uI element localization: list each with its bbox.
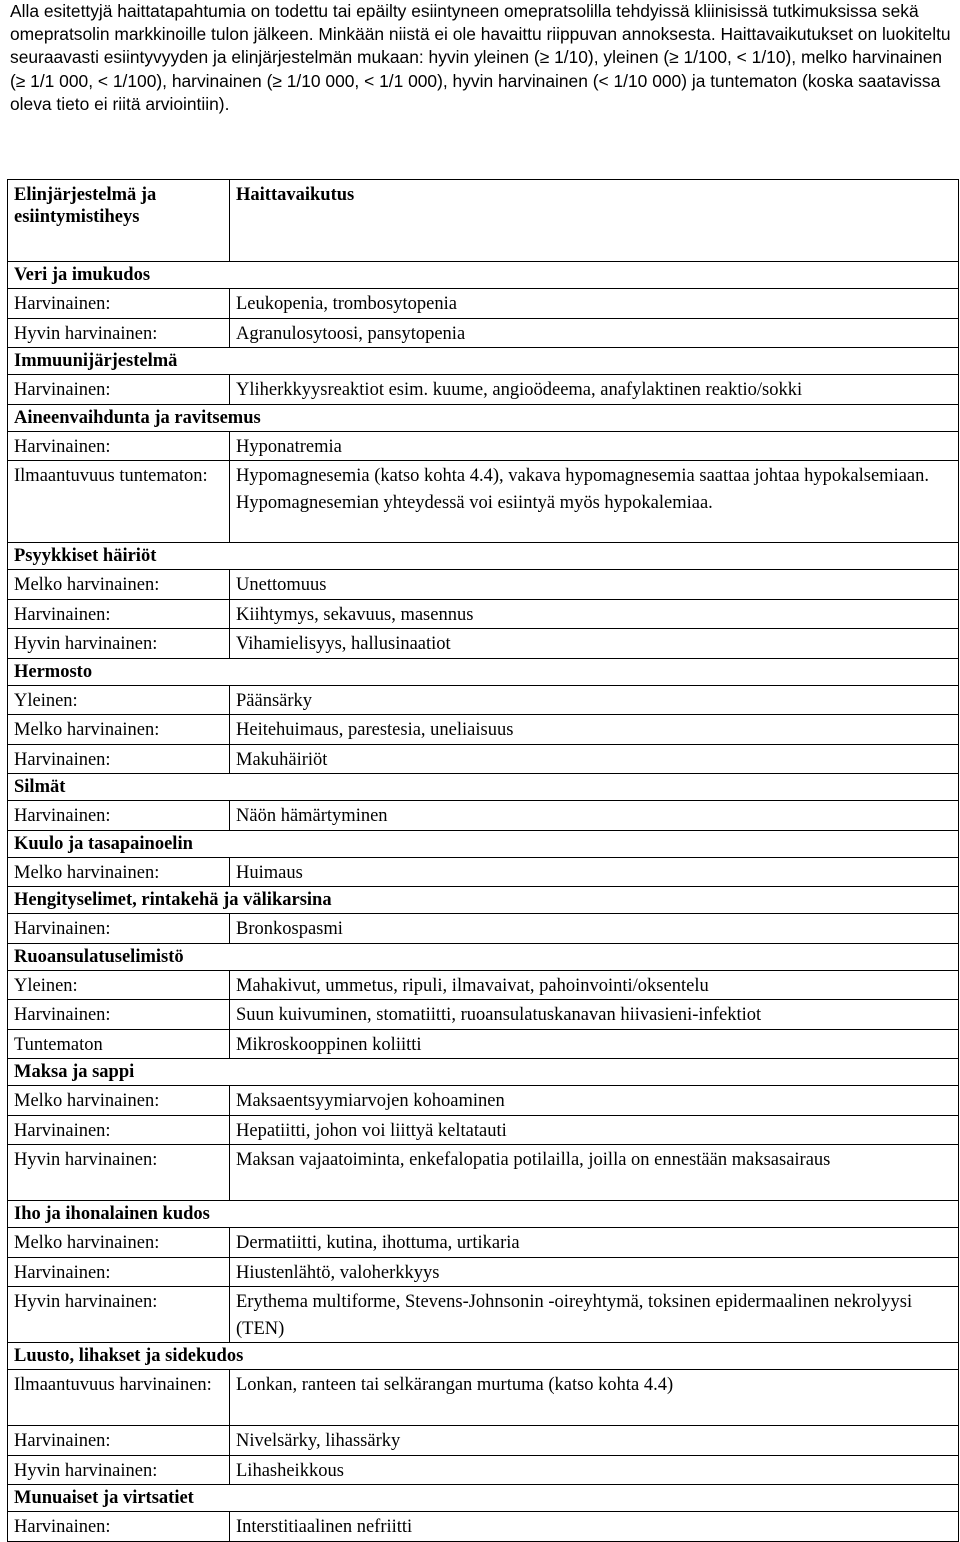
frequency-cell: Hyvin harvinainen: xyxy=(8,318,230,348)
table-row xyxy=(8,1115,959,1145)
adverse-effect-text: Hiustenlähtö, valoherkkyys xyxy=(236,1262,440,1283)
adverse-effect-text: Huimaus xyxy=(236,862,303,883)
adverse-effect-text: Hepatiitti, johon voi liittyä keltatauti xyxy=(236,1120,507,1141)
adverse-effect-cell xyxy=(230,289,959,319)
table-row xyxy=(8,431,959,461)
adverse-effect-text: Päänsärky xyxy=(236,690,313,711)
table-row xyxy=(8,1228,959,1258)
organ-system-row xyxy=(8,543,959,570)
adverse-effect-cell xyxy=(230,1426,959,1456)
table-row xyxy=(8,1145,959,1201)
adverse-effect-cell xyxy=(230,1287,959,1343)
frequency-cell: Harvinainen: xyxy=(8,289,230,319)
table-row xyxy=(8,914,959,944)
adverse-effect-text: Vihamielisyys, hallusinaatiot xyxy=(236,634,451,654)
adverse-effect-text: Hypomagnesemia (katso kohta 4.4), vakava hypomagnesemia saattaa johtaa hypokalsemiaan. xyxy=(236,466,930,486)
table-row xyxy=(8,715,959,745)
frequency-cell: Harvinainen: xyxy=(8,744,230,774)
organ-system-title: Psyykkiset häiriöt xyxy=(8,543,959,570)
organ-system-row xyxy=(8,262,959,289)
table-header-row xyxy=(8,180,959,262)
organ-system-row xyxy=(8,348,959,375)
organ-system-row xyxy=(8,404,959,431)
organ-system-row xyxy=(8,658,959,685)
frequency-cell: Harvinainen: xyxy=(8,914,230,944)
table-row xyxy=(8,599,959,629)
adverse-effects-table xyxy=(7,179,959,1542)
adverse-effect-text: Kiihtymys, sekavuus, masennus xyxy=(236,604,474,625)
adverse-effect-cell xyxy=(230,685,959,715)
table-row xyxy=(8,970,959,1000)
adverse-effect-cell xyxy=(230,1370,959,1426)
frequency-cell: Ilmaantuvuus tuntematon: xyxy=(8,461,230,543)
organ-system-title: Hengityselimet, rintakehä ja välikarsina xyxy=(8,887,959,914)
table-row xyxy=(8,1287,959,1343)
adverse-effect-text: Lonkan, ranteen tai selkärangan murtuma (katso kohta 4.4) xyxy=(236,1375,674,1395)
frequency-cell: Harvinainen: xyxy=(8,1257,230,1287)
adverse-effect-text: Bronkospasmi xyxy=(236,919,343,939)
organ-system-row xyxy=(8,1343,959,1370)
table-row xyxy=(8,744,959,774)
adverse-effect-text: Maksan vajaatoiminta, enkefalopatia potilailla, joilla on ennestään maksasairaus xyxy=(236,1150,831,1170)
adverse-effect-text: Hyponatremia xyxy=(236,436,342,457)
organ-system-title: Aineenvaihdunta ja ravitsemus xyxy=(8,404,959,431)
adverse-effect-cell xyxy=(230,1145,959,1201)
organ-system-title: Ruoansulatuselimistö xyxy=(8,943,959,970)
frequency-cell: Harvinainen: xyxy=(8,375,230,405)
adverse-effect-text: Interstitiaalinen nefriitti xyxy=(236,1517,413,1537)
organ-system-row xyxy=(8,774,959,801)
organ-system-title: Kuulo ja tasapainoelin xyxy=(8,830,959,857)
organ-system-title: Luusto, lihakset ja sidekudos xyxy=(8,1343,959,1370)
frequency-cell: Melko harvinainen: xyxy=(8,570,230,600)
table-row xyxy=(8,857,959,887)
frequency-cell: Harvinainen: xyxy=(8,801,230,831)
adverse-effect-text: Näön hämärtyminen xyxy=(236,806,388,826)
table-row xyxy=(8,375,959,405)
table-row xyxy=(8,461,959,543)
adverse-effect-cell xyxy=(230,1257,959,1287)
adverse-effect-cell xyxy=(230,629,959,659)
frequency-cell: Hyvin harvinainen: xyxy=(8,1145,230,1201)
frequency-cell: Melko harvinainen: xyxy=(8,857,230,887)
adverse-effect-text: Unettomuus xyxy=(236,575,327,595)
organ-system-title: Iho ja ihonalainen kudos xyxy=(8,1201,959,1228)
adverse-effect-text: Erythema multiforme, Stevens-Johnsonin -oireyhtymä, toksinen epidermaalinen nekrolyysi (TEN) xyxy=(236,1292,913,1339)
table-row xyxy=(8,1512,959,1542)
header-adverse-effect: Haittavaikutus xyxy=(230,180,959,262)
frequency-cell: Yleinen: xyxy=(8,970,230,1000)
frequency-cell: Harvinainen: xyxy=(8,431,230,461)
header-organ-system: Elinjärjestelmä ja esiintymistiheys xyxy=(8,180,230,262)
organ-system-title: Maksa ja sappi xyxy=(8,1059,959,1086)
frequency-cell: Hyvin harvinainen: xyxy=(8,1455,230,1485)
table-row xyxy=(8,685,959,715)
adverse-effect-cell xyxy=(230,801,959,831)
organ-system-title: Silmät xyxy=(8,774,959,801)
frequency-cell: Tuntematon xyxy=(8,1029,230,1059)
adverse-effect-cell xyxy=(230,1228,959,1258)
table-row xyxy=(8,1000,959,1030)
adverse-effect-text: Nivelsärky, lihassärky xyxy=(236,1431,401,1451)
adverse-effect-cell xyxy=(230,599,959,629)
frequency-cell: Ilmaantuvuus harvinainen: xyxy=(8,1370,230,1426)
organ-system-row xyxy=(8,1485,959,1512)
adverse-effect-cell xyxy=(230,461,959,543)
adverse-effect-cell xyxy=(230,318,959,348)
table-row xyxy=(8,1257,959,1287)
adverse-effect-text: Maksaentsyymiarvojen kohoaminen xyxy=(236,1091,505,1111)
table-row xyxy=(8,1086,959,1116)
adverse-effect-cell xyxy=(230,970,959,1000)
table-row xyxy=(8,289,959,319)
table-row xyxy=(8,629,959,659)
frequency-cell: Hyvin harvinainen: xyxy=(8,1287,230,1343)
adverse-effect-cell xyxy=(230,1455,959,1485)
frequency-cell: Melko harvinainen: xyxy=(8,1086,230,1116)
organ-system-row xyxy=(8,887,959,914)
adverse-effect-text: Mikroskooppinen koliitti xyxy=(236,1034,422,1055)
adverse-effect-cell xyxy=(230,1512,959,1542)
table-row xyxy=(8,1370,959,1426)
organ-system-title: Munuaiset ja virtsatiet xyxy=(8,1485,959,1512)
adverse-effects-table-body xyxy=(8,180,959,1542)
intro-paragraph: Alla esitettyjä haittatapahtumia on todettu tai epäilty esiintyneen omepratsolilla tehdyissä kliinisissä tutkimuksissa sekä omepratsolin markkinoille tulon jälkeen. Minkään niistä ei ole havaittu riippuvan annoksesta. Haittavaikutukset on luokiteltu seuraavasti esiintyvyyden ja elinjärjestelmän mukaan: hyvin yleinen (≥ 1/10), yleinen (≥ 1/100, < 1/10), melko harvinainen (≥ 1/1 000, < 1/100), harvinainen (≥ 1/10 000, < 1/1 000), hyvin harvinainen (< 1/10 000) ja tuntematon (koska saatavissa oleva tieto ei riitä arviointiin). xyxy=(10,1,951,114)
table-row xyxy=(8,801,959,831)
organ-system-row xyxy=(8,830,959,857)
frequency-cell: Harvinainen: xyxy=(8,1426,230,1456)
frequency-cell: Melko harvinainen: xyxy=(8,1228,230,1258)
table-row xyxy=(8,570,959,600)
adverse-effect-text: Makuhäiriöt xyxy=(236,749,328,770)
table-row xyxy=(8,318,959,348)
adverse-effect-cell xyxy=(230,1029,959,1059)
adverse-effect-text: Hypomagnesemian yhteydessä voi esiintyä myös hypokalemiaa. xyxy=(236,492,713,513)
adverse-effect-cell xyxy=(230,431,959,461)
frequency-cell: Melko harvinainen: xyxy=(8,715,230,745)
adverse-effect-text: Leukopenia, trombosytopenia xyxy=(236,294,457,314)
frequency-cell: Harvinainen: xyxy=(8,1115,230,1145)
adverse-effect-cell xyxy=(230,857,959,887)
adverse-effect-text: Suun kuivuminen, stomatiitti, ruoansulatuskanavan hiivasieni-infektiot xyxy=(236,1005,762,1025)
adverse-effect-text: Yliherkkyysreaktiot esim. kuume, angioödeema, anafylaktinen reaktio/sokki xyxy=(236,380,803,400)
table-row xyxy=(8,1029,959,1059)
adverse-effect-text: Mahakivut, ummetus, ripuli, ilmavaivat, pahoinvointi/oksentelu xyxy=(236,975,709,996)
adverse-effect-text: Lihasheikkous xyxy=(236,1460,344,1481)
organ-system-row xyxy=(8,1201,959,1228)
adverse-effect-cell xyxy=(230,375,959,405)
adverse-effect-cell xyxy=(230,715,959,745)
adverse-effect-text: Heitehuimaus, parestesia, uneliaisuus xyxy=(236,720,514,740)
organ-system-row xyxy=(8,943,959,970)
organ-system-row xyxy=(8,1059,959,1086)
frequency-cell: Harvinainen: xyxy=(8,1000,230,1030)
adverse-effect-cell xyxy=(230,1086,959,1116)
adverse-effect-text: Agranulosytoosi, pansytopenia xyxy=(236,323,466,344)
organ-system-title: Immuunijärjestelmä xyxy=(8,348,959,375)
frequency-cell: Harvinainen: xyxy=(8,1512,230,1542)
organ-system-title: Veri ja imukudos xyxy=(8,262,959,289)
adverse-effect-cell xyxy=(230,914,959,944)
adverse-effect-cell xyxy=(230,1115,959,1145)
table-row xyxy=(8,1455,959,1485)
frequency-cell: Harvinainen: xyxy=(8,599,230,629)
adverse-effect-cell xyxy=(230,1000,959,1030)
frequency-cell: Yleinen: xyxy=(8,685,230,715)
adverse-effect-cell xyxy=(230,570,959,600)
organ-system-title: Hermosto xyxy=(8,658,959,685)
frequency-cell: Hyvin harvinainen: xyxy=(8,629,230,659)
adverse-effect-text: Dermatiitti, kutina, ihottuma, urtikaria xyxy=(236,1233,520,1253)
adverse-effect-cell xyxy=(230,744,959,774)
table-row xyxy=(8,1426,959,1456)
